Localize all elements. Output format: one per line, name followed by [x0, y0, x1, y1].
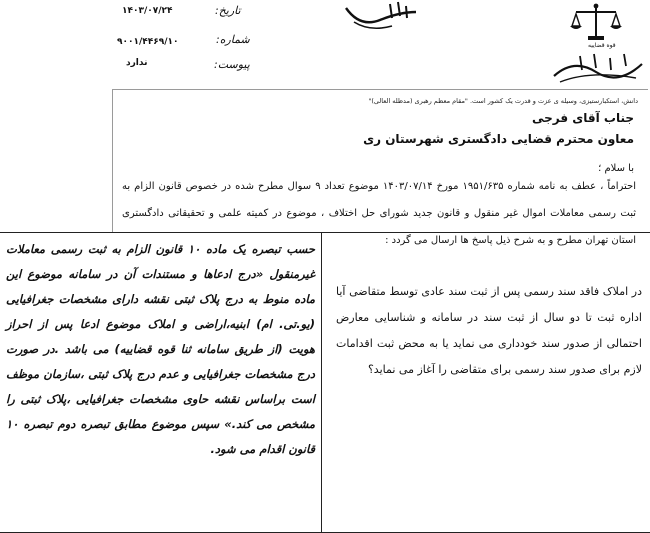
- date-value: ۱۴۰۳/۰۷/۲۴: [122, 6, 173, 16]
- calligraphy-text: [340, 0, 402, 15]
- calligraphy-heading: [340, 0, 422, 34]
- judiciary-logo: [548, 2, 648, 90]
- body-paragraph: احتراماً ، عطف به نامه شماره ۱۹۵۱/۶۳۵ مورخ ۱۴۰۳/۰۷/۱۴ موضوع تعداد ۹ سوال مطرح شده در خصوص قانون الزام به ثبت رسمی معاملات اموال غیر منقول و قانون جدید شورای حل اختلاف ، موضوع در کمیته علمی و تحقیقاتی دادگستری استان تهران مطرح و به شرح ذیل پاسخ ها ارسال می گردد :: [122, 181, 637, 246]
- date-label: تاریخ:: [215, 4, 241, 17]
- recipient-name: جناب آقای فرجی: [531, 111, 634, 125]
- recipient-title: معاون محترم قضایی دادگستری شهرستان ری: [363, 132, 634, 146]
- emblem-caption: قوه قضاییه: [588, 42, 616, 49]
- question-cell: در املاک فاقد سند رسمی پس از ثبت سند عادی توسط متقاضی آیا اداره ثبت تا دو سال از ثبت سند در سامانه و شناسایی معارض احتمالی از صدور سند خودداری می نماید یا به محض ثبت اقدامات لازم برای صدور سند رسمی برای متقاضی را آغاز می نماید؟: [336, 285, 642, 376]
- attachment-value: ندارد: [126, 58, 148, 68]
- attachment-label: پیوست:: [214, 58, 250, 71]
- slogan-line: دانش، استکبارستیزی، وسیله ی عزت و قدرت یک کشور است. "مقام معظم رهبری (مدظله العالی)": [368, 97, 638, 105]
- qa-table: [0, 232, 650, 533]
- number-value: ۹۰۰۱/۴۴۶۹/۱۰: [117, 37, 179, 47]
- org-name-text: [550, 50, 650, 61]
- number-label: شماره:: [216, 33, 250, 46]
- answer-cell: حسب تبصره یک ماده ۱۰ قانون الزام به ثبت رسمی معاملات غیرمنقول «درج ادعاها و مستندات آن در سامانه موضوع این ماده منوط به درج پلاک ثبتی نقشه دارای مشخصات جغرافیایی (یو.تی. ام) ابنیه،اراضی و املاک موضوع ادعا پس از احراز هویت (از طریق سامانه ثنا قوه قضاییه) می باشد .در صورت درج مشخصات جغرافیایی و عدم درج پلاک ثبتی ،سازمان موظف است براساس نقشه حاوی مشخصات جغرافیایی ،پلاک ثبتی را مشخص می کند.» سپس موضوع مطابق تبصره دوم تبصره ۱۰ قانون اقدام می شود.: [0, 233, 322, 532]
- greeting: با سلام ؛: [598, 163, 634, 174]
- scales-of-justice-icon: [570, 2, 622, 42]
